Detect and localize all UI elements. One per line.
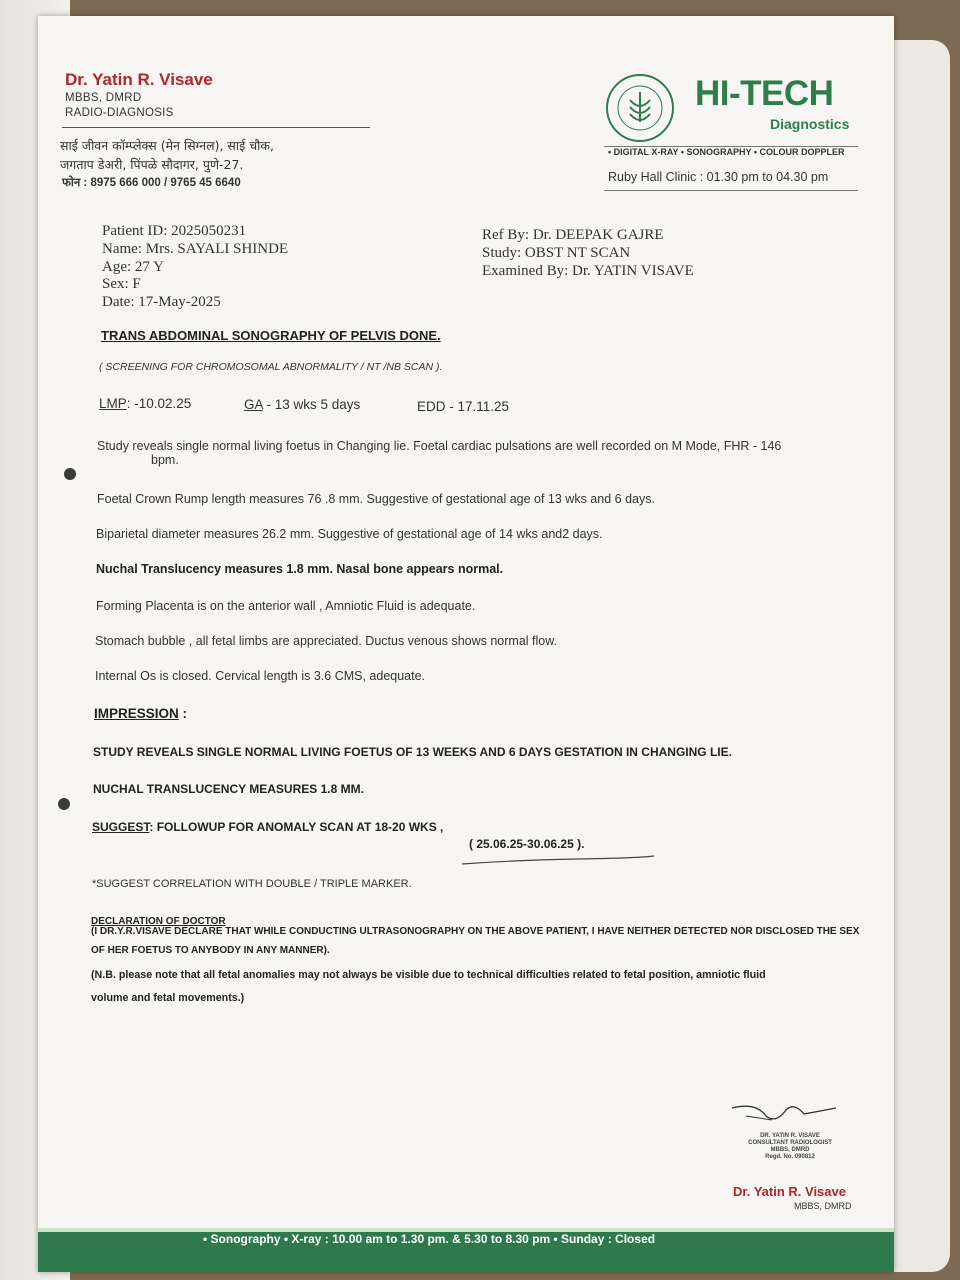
clinic-hours: Ruby Hall Clinic : 01.30 pm to 04.30 pm: [608, 170, 829, 184]
finding-cardiac: Study reveals single normal living foetus in Changing lie. Foetal cardiac pulsations are well recorded on M Mode, FHR - 146: [97, 439, 782, 453]
handwritten-underline: [458, 854, 658, 868]
finding-cardiac-cont: bpm.: [151, 453, 179, 467]
finding-stomach: Stomach bubble , all fetal limbs are appreciated. Ductus venous shows normal flow.: [95, 634, 558, 648]
edd-value: EDD - 17.11.25: [417, 399, 510, 414]
lmp-row: [99, 396, 191, 411]
doctor-stamp: [720, 1133, 860, 1161]
address-line-1: साई जीवन कॉम्प्लेक्स (मेन सिग्नल), साई चौक,: [60, 138, 274, 153]
suggest-label: SUGGEST: [92, 820, 150, 834]
finding-crl: Foetal Crown Rump length measures 76 .8 mm. Suggestive of gestational age of 13 wks and 6 days.: [97, 492, 655, 506]
impression-line-2: NUCHAL TRANSLUCENCY MEASURES 1.8 MM.: [93, 782, 364, 796]
ga-row: [244, 397, 360, 412]
brand-name: HI-TECH: [695, 74, 834, 113]
header-divider: [62, 127, 370, 128]
lmp-label: LMP: [99, 396, 127, 411]
doctor-specialty: RADIO-DIAGNOSIS: [65, 107, 174, 119]
logo-emblem-icon: [608, 76, 672, 140]
ga-label: GA: [244, 397, 263, 412]
declaration-line-1: (I DR.Y.R.VISAVE DECLARE THAT WHILE CONDUCTING ULTRASONOGRAPHY ON THE ABOVE PATIENT, I HAVE NEITHER DETECTED NOR DISCLOSED THE SEX: [91, 926, 860, 937]
hitech-logo: [606, 74, 674, 142]
footer-hours: • Sonography • X-ray : 10.00 am to 1.30 pm. & 5.30 to 8.30 pm • Sunday : Closed: [203, 1232, 656, 1246]
patient-age: Age: 27 Y: [102, 259, 164, 275]
lmp-value: : -10.02.25: [126, 396, 192, 411]
impression-label: IMPRESSION: [94, 706, 179, 721]
stamp-regd: Regd. No. 090812: [765, 1154, 815, 1160]
patient-id: Patient ID: 2025050231: [102, 223, 247, 239]
signature-doctor-name: Dr. Yatin R. Visave: [733, 1184, 846, 1199]
examined-by: Examined By: Dr. YATIN VISAVE: [482, 263, 694, 279]
report-subtitle: ( SCREENING FOR CHROMOSOMAL ABNORMALITY / NT /NB SCAN ).: [99, 361, 443, 373]
nb-line-1: (N.B. please note that all fetal anomalies may not always be visible due to technical difficulties related to fetal position, amniotic fluid: [91, 969, 766, 981]
finding-placenta: Forming Placenta is on the anterior wall , Amniotic Fluid is adequate.: [96, 599, 476, 613]
stamp-name: DR. YATIN R. VISAVE: [760, 1133, 820, 1139]
punch-hole-bottom: [58, 798, 70, 810]
signature-degree: MBBS, DMRD: [794, 1201, 852, 1211]
nb-line-2: volume and fetal movements.): [91, 992, 245, 1004]
impression-heading: [94, 706, 187, 721]
impression-colon: :: [178, 706, 188, 721]
suggest-row: [92, 820, 443, 834]
ga-value: - 13 wks 5 days: [262, 397, 361, 412]
stamp-title: CONSULTANT RADIOLOGIST: [748, 1140, 832, 1146]
punch-hole-top: [64, 468, 76, 480]
report-date: Date: 17-May-2025: [102, 294, 221, 310]
study-type: Study: OBST NT SCAN: [482, 245, 631, 261]
patient-name: Name: Mrs. SAYALI SHINDE: [102, 241, 289, 257]
doctor-name: Dr. Yatin R. Visave: [65, 70, 213, 89]
referred-by: Ref By: Dr. DEEPAK GAJRE: [482, 227, 664, 243]
correlation-note: *SUGGEST CORRELATION WITH DOUBLE / TRIPLE MARKER.: [92, 878, 412, 890]
finding-bpd: Biparietal diameter measures 26.2 mm. Suggestive of gestational age of 14 wks and2 days.: [96, 527, 603, 541]
clinic-divider: [604, 190, 858, 191]
report-page: [38, 16, 894, 1272]
suggest-text: : FOLLOWUP FOR ANOMALY SCAN AT 18-20 WKS ,: [149, 820, 444, 834]
report-title: TRANS ABDOMINAL SONOGRAPHY OF PELVIS DONE.: [101, 328, 441, 343]
declaration-line-2: OF HER FOETUS TO ANYBODY IN ANY MANNER).: [91, 945, 330, 956]
address-line-2: जगताप डेअरी, पिंपळे सौदागर, पुणे-27.: [60, 157, 244, 172]
brand-subtitle: Diagnostics: [770, 116, 850, 132]
phone-number: फोन : 8975 666 000 / 9765 45 6640: [62, 177, 241, 189]
services-list: • DIGITAL X-RAY • SONOGRAPHY • COLOUR DOPPLER: [608, 147, 845, 157]
impression-line-1: STUDY REVEALS SINGLE NORMAL LIVING FOETUS OF 13 WEEKS AND 6 DAYS GESTATION IN CHANGING LIE.: [93, 745, 732, 759]
doctor-degree: MBBS, DMRD: [65, 92, 142, 104]
declaration-title: DECLARATION OF DOCTOR: [91, 916, 226, 927]
doctor-signature: [726, 1098, 846, 1132]
stamp-degree: MBBS, DMRD: [770, 1147, 810, 1153]
suggest-dates: ( 25.06.25-30.06.25 ).: [469, 837, 585, 851]
finding-cervix: Internal Os is closed. Cervical length is 3.6 CMS, adequate.: [95, 669, 426, 683]
finding-nt: Nuchal Translucency measures 1.8 mm. Nasal bone appears normal.: [96, 562, 504, 576]
patient-sex: Sex: F: [102, 276, 141, 292]
